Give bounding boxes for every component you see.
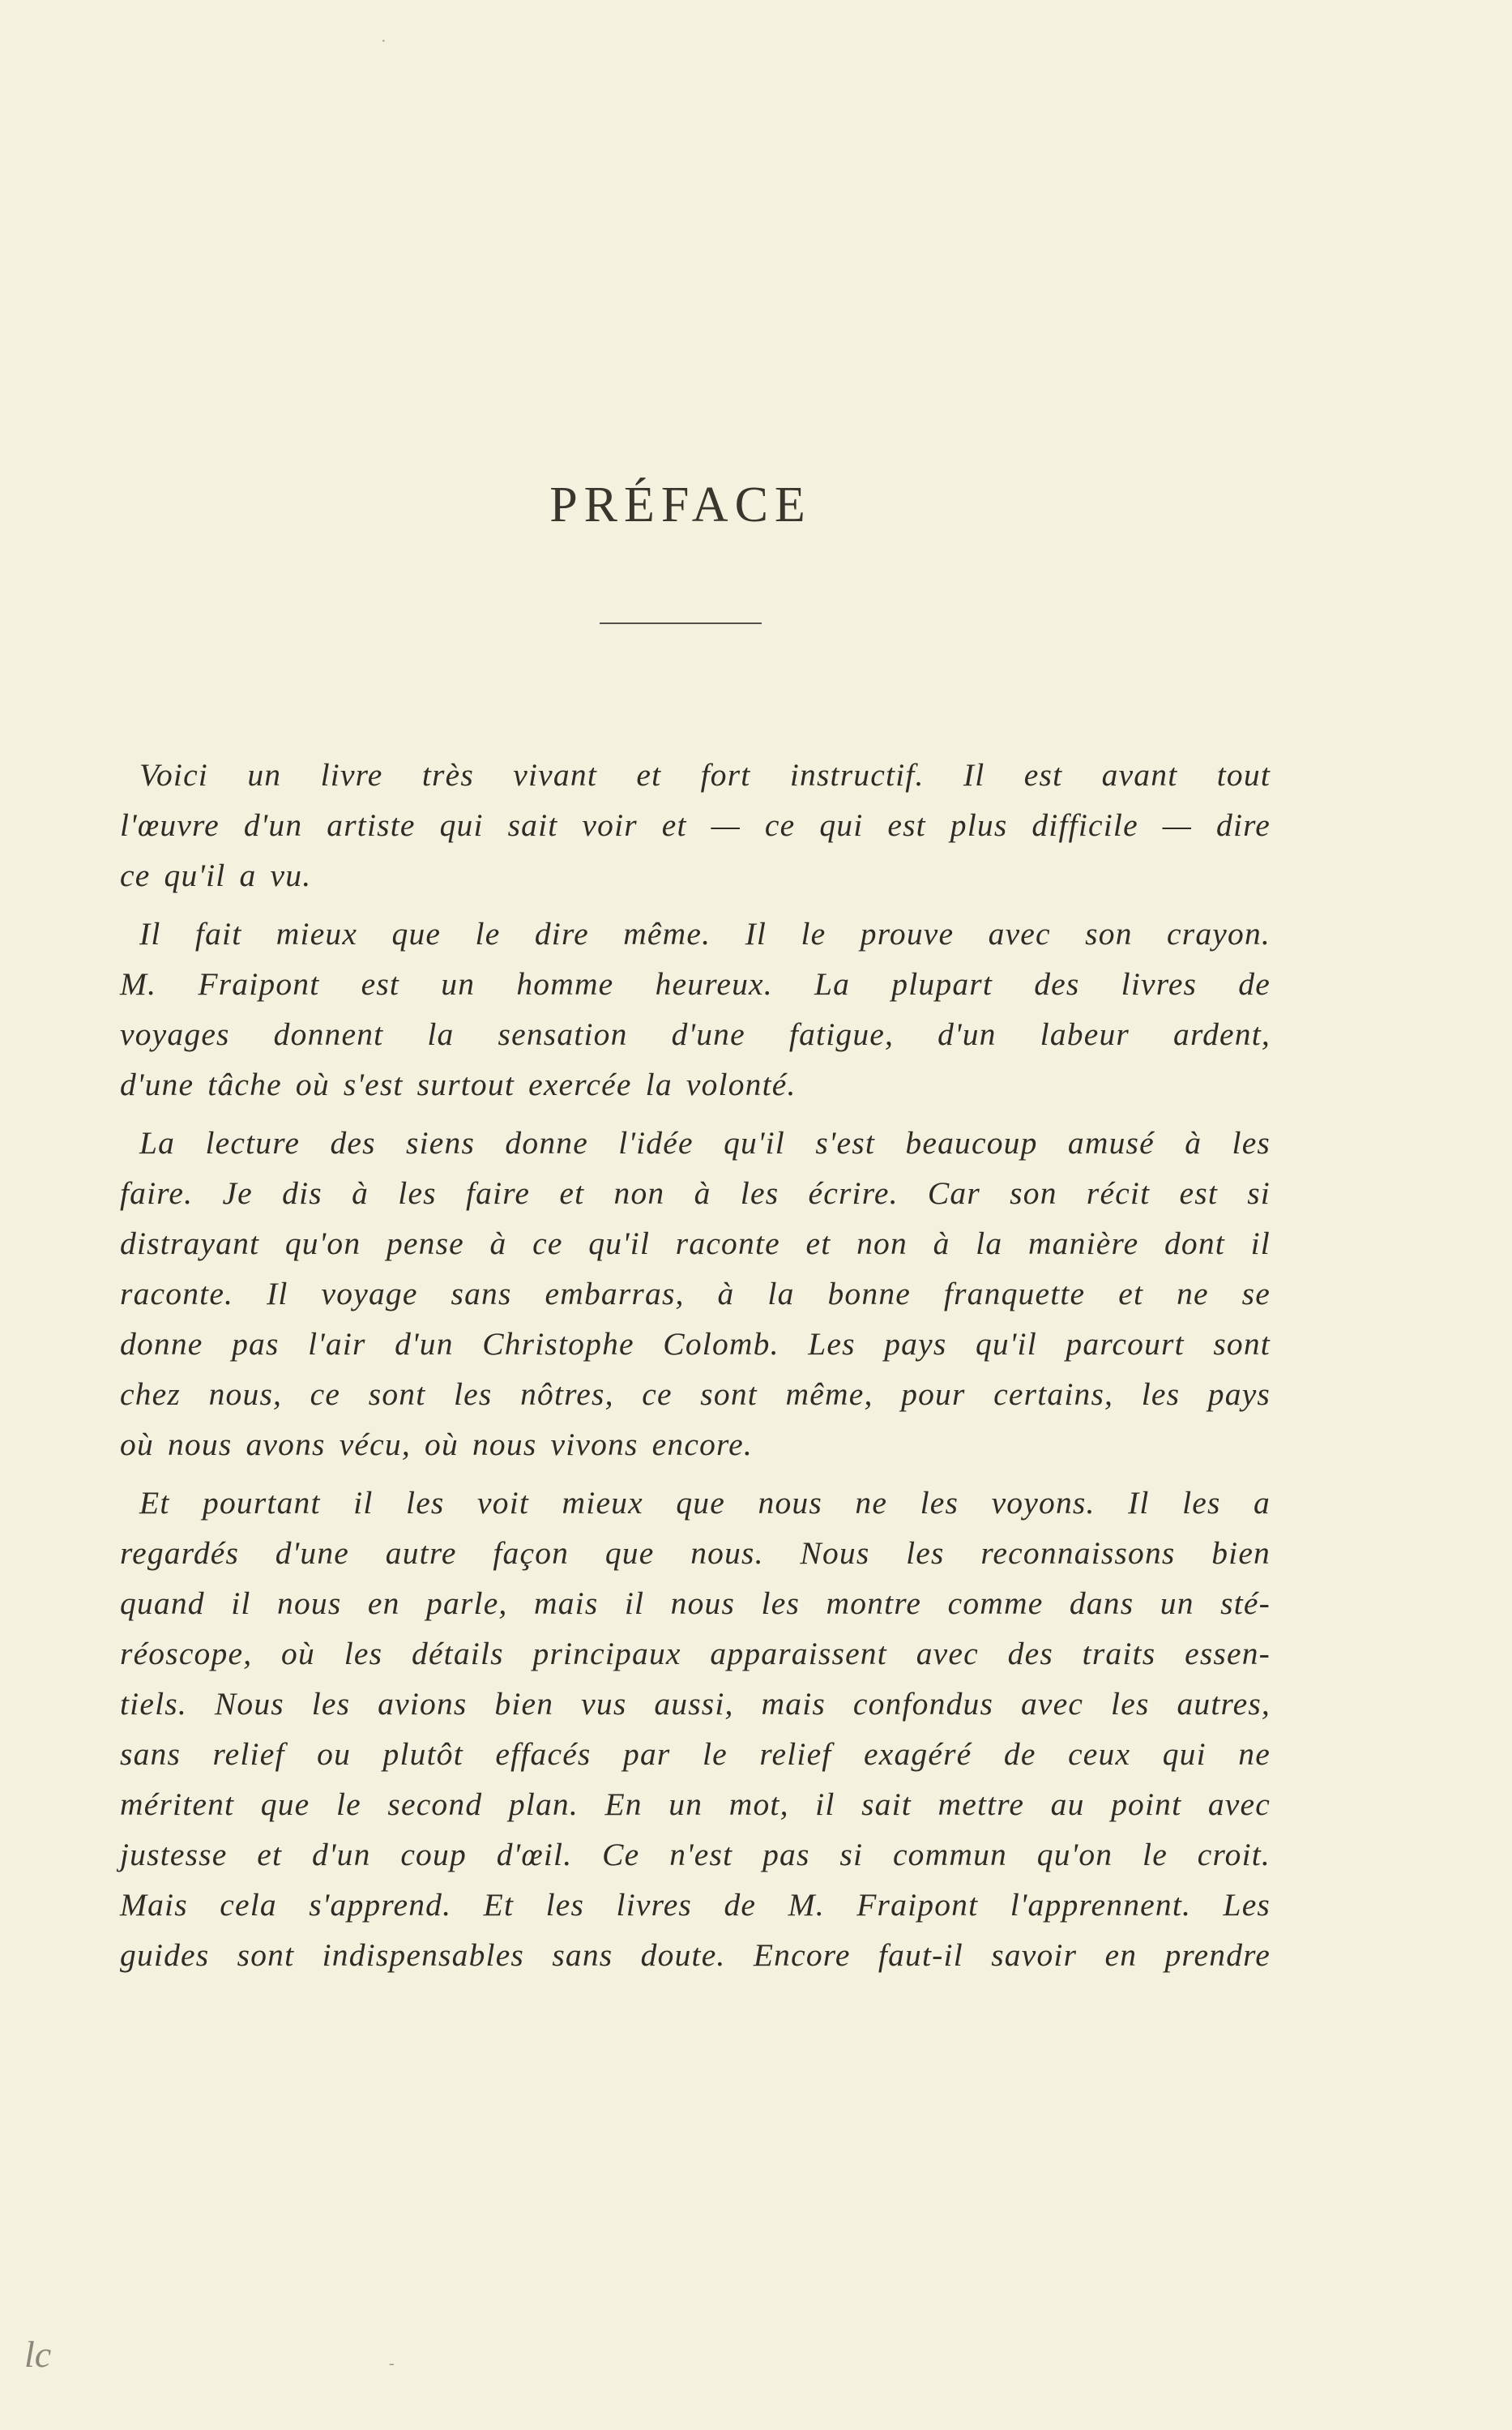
text-line: méritent que le second plan. En un mot, il sait mettre au point avec (120, 1786, 1271, 1822)
text-line: quand il nous en parle, mais il nous les montre comme dans un sté- (120, 1585, 1271, 1621)
paragraph (120, 909, 1271, 1110)
text-line: M. Fraipont est un homme heureux. La plupart des livres de (120, 966, 1271, 1002)
paragraph (120, 1118, 1271, 1470)
text-line: Il fait mieux que le dire même. Il le prouve avec son crayon. (139, 916, 1271, 952)
paragraph (120, 1478, 1271, 1980)
paragraph (120, 750, 1271, 901)
text-line: réoscope, où les détails principaux apparaissent avec des traits essen- (120, 1636, 1271, 1671)
text-line: ce qu'il a vu. (120, 858, 312, 893)
text-line: justesse et d'un coup d'œil. Ce n'est pas si commun qu'on le croit. (120, 1837, 1271, 1872)
text-line: Mais cela s'apprend. Et les livres de M. Fraipont l'apprennent. Les (120, 1887, 1271, 1923)
text-line: sans relief ou plutôt effacés par le relief exagéré de ceux qui ne (120, 1736, 1271, 1772)
text-line: où nous avons vécu, où nous vivons encore. (120, 1427, 753, 1462)
text-line: regardés d'une autre façon que nous. Nous les reconnaissons bien (120, 1535, 1271, 1571)
text-line: guides sont indispensables sans doute. Encore faut-il savoir en prendre (120, 1937, 1271, 1973)
text-line: La lecture des siens donne l'idée qu'il s'est beaucoup amusé à les (139, 1125, 1271, 1161)
text-line: Voici un livre très vivant et fort instructif. Il est avant tout (139, 757, 1271, 793)
text-line: tiels. Nous les avions bien vus aussi, mais confondus avec les autres, (120, 1686, 1271, 1722)
preface-body (120, 750, 1271, 1980)
speck: - (389, 2355, 395, 2372)
margin-mark: lc (24, 2334, 52, 2375)
speck: · (381, 32, 387, 50)
text-line: distrayant qu'on pense à ce qu'il raconte et non à la manière dont il (120, 1226, 1271, 1261)
text-line: chez nous, ce sont les nôtres, ce sont même, pour certains, les pays (120, 1376, 1271, 1412)
text-line: d'une tâche où s'est surtout exercée la volonté. (120, 1067, 797, 1102)
text-line: raconte. Il voyage sans embarras, à la bonne franquette et ne se (120, 1276, 1271, 1311)
text-line: Et pourtant il les voit mieux que nous ne les voyons. Il les a (139, 1485, 1271, 1521)
text-line: voyages donnent la sensation d'une fatigue, d'un labeur ardent, (120, 1016, 1271, 1052)
title-rule (600, 622, 762, 624)
text-line: donne pas l'air d'un Christophe Colomb. Les pays qu'il parcourt sont (120, 1326, 1271, 1362)
text-line: faire. Je dis à les faire et non à les écrire. Car son récit est si (120, 1175, 1271, 1211)
page-title: PRÉFACE (549, 477, 812, 533)
text-line: l'œuvre d'un artiste qui sait voir et — ce qui est plus difficile — dire (120, 807, 1271, 843)
